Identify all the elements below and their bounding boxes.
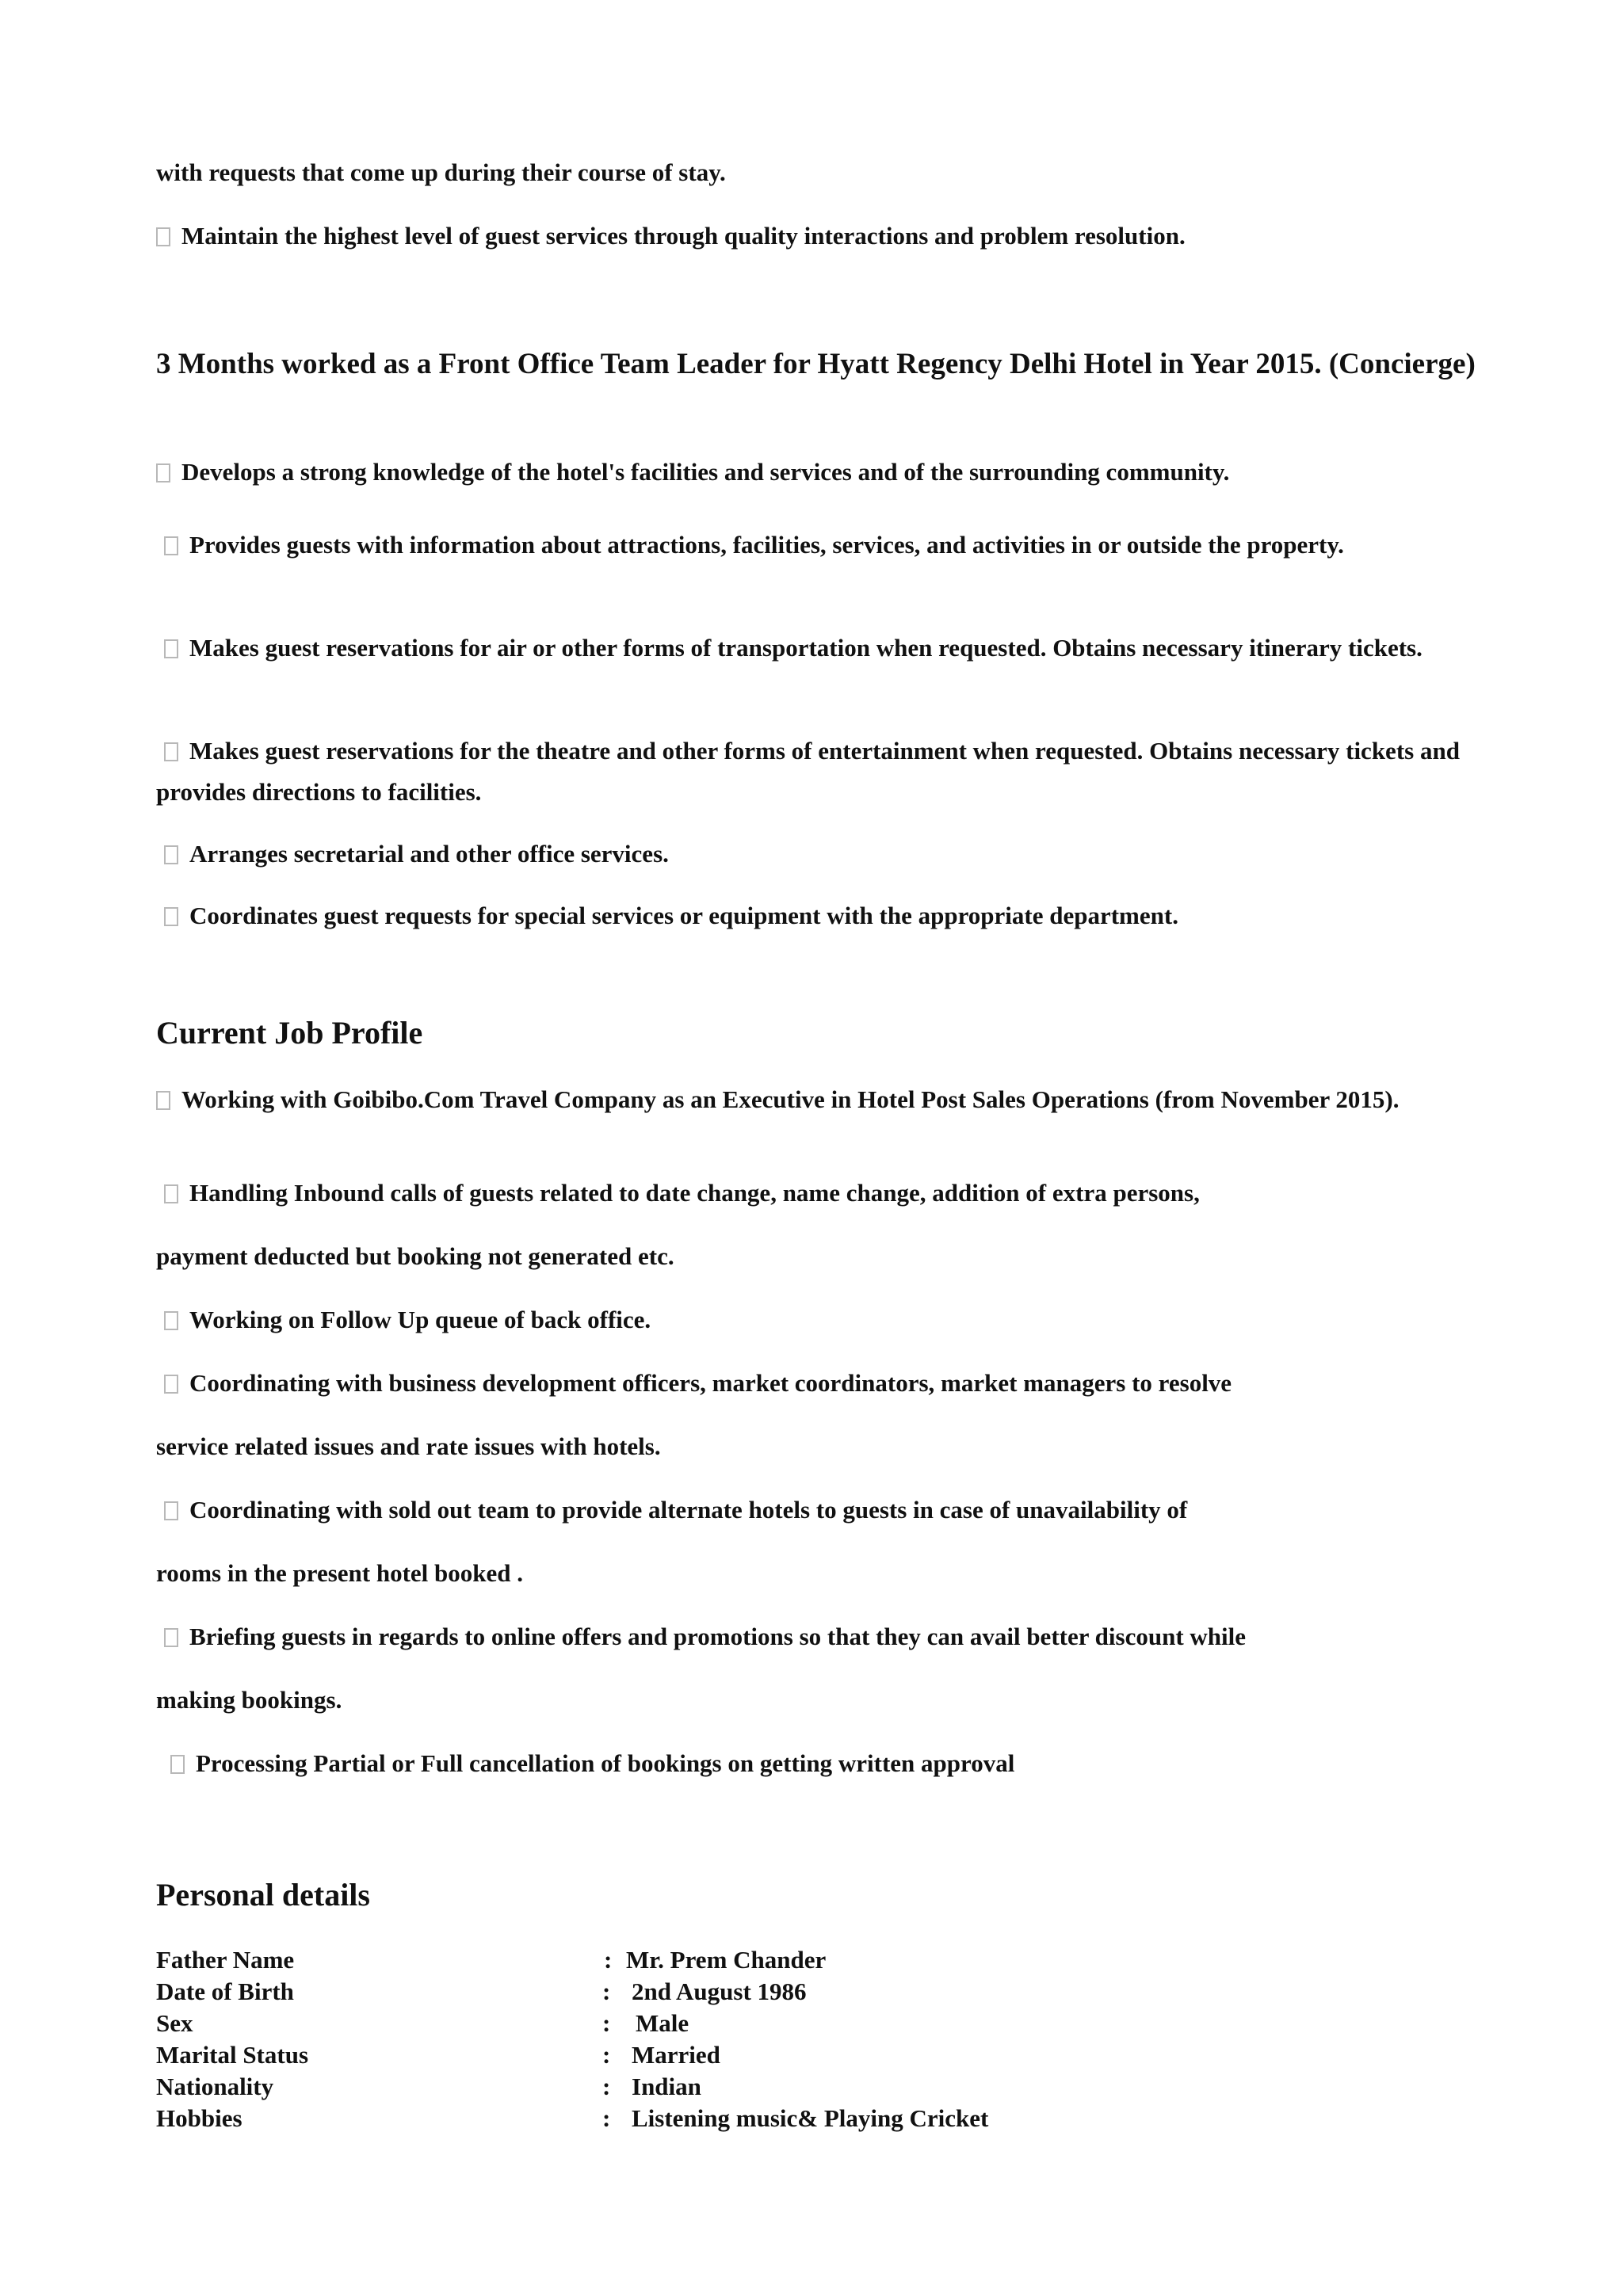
bullet-icon xyxy=(164,639,178,658)
current-job-bullet-6 xyxy=(156,1616,1487,1657)
personal-row-nationality xyxy=(156,2071,1266,2103)
current-job-bullet-4-cont: service related issues and rate issues with hotels. xyxy=(156,1432,661,1460)
bullet-text: Makes guest reservations for air or other forms of transportation when requested. Obtains necessary itinerary tickets. xyxy=(189,634,1423,662)
bullet-icon xyxy=(170,1755,185,1774)
bullet-text: Arranges secretarial and other office services. xyxy=(189,840,669,868)
hyatt-bullet-2 xyxy=(156,524,1487,566)
personal-label: Sex xyxy=(156,2009,193,2037)
personal-label: Marital Status xyxy=(156,2041,309,2069)
current-job-bullet-7 xyxy=(156,1743,1487,1784)
bullet-text: Develops a strong knowledge of the hotel's facilities and services and of the surrounding community. xyxy=(181,458,1230,486)
bullet-text: Handling Inbound calls of guests related to date change, name change, addition of extra persons, xyxy=(189,1179,1200,1207)
bullet-icon xyxy=(164,845,178,864)
bullet-icon xyxy=(164,1311,178,1330)
personal-row-sex xyxy=(156,2008,1266,2039)
personal-colon: : xyxy=(604,1946,613,1974)
bullet-icon xyxy=(156,1091,170,1110)
personal-value: Mr. Prem Chander xyxy=(626,1946,827,1974)
personal-value: Male xyxy=(636,2009,689,2037)
personal-label: Hobbies xyxy=(156,2104,242,2132)
personal-colon: : xyxy=(602,2104,611,2132)
hyatt-bullet-6 xyxy=(156,895,1487,936)
current-job-bullet-5-cont: rooms in the present hotel booked . xyxy=(156,1559,524,1587)
bullet-text: Coordinates guest requests for special services or equipment with the appropriate department. xyxy=(189,902,1178,929)
personal-value: Indian xyxy=(632,2073,701,2100)
personal-row-marital-status xyxy=(156,2039,1266,2071)
bullet-icon xyxy=(164,1628,178,1647)
bullet-text: Maintain the highest level of guest services through quality interactions and problem resolution. xyxy=(181,222,1186,250)
personal-row-father-name xyxy=(156,1944,1266,1976)
personal-value: Married xyxy=(632,2041,720,2069)
bullet-text: Working with Goibibo.Com Travel Company as an Executive in Hotel Post Sales Operations (from November 2015). xyxy=(181,1085,1400,1113)
hyatt-bullet-3 xyxy=(156,627,1487,669)
personal-colon: : xyxy=(602,2041,611,2069)
personal-value: Listening music& Playing Cricket xyxy=(632,2104,989,2132)
bullet-icon xyxy=(164,907,178,926)
bullet-text: Briefing guests in regards to online offers and promotions so that they can avail better discount while xyxy=(189,1623,1247,1650)
hyatt-bullet-4 xyxy=(156,730,1487,813)
bullet-text: Provides guests with information about attractions, facilities, services, and activities in or outside the property. xyxy=(189,531,1344,559)
hyatt-experience-title: 3 Months worked as a Front Office Team Leader for Hyatt Regency Delhi Hotel in Year 2015. (Concierge) xyxy=(156,348,1476,380)
personal-label: Date of Birth xyxy=(156,1978,294,2005)
personal-label: Father Name xyxy=(156,1946,295,1974)
current-job-heading: Current Job Profile xyxy=(156,1015,423,1051)
continuation-text: with requests that come up during their course of stay. xyxy=(156,158,726,186)
personal-label: Nationality xyxy=(156,2073,274,2100)
hyatt-bullet-1 xyxy=(156,452,1487,493)
bullet-icon xyxy=(164,1184,178,1203)
bullet-text: Processing Partial or Full cancellation of bookings on getting written approval xyxy=(196,1749,1015,1777)
continuation-bullet xyxy=(156,215,1487,257)
personal-value: 2nd August 1986 xyxy=(632,1978,807,2005)
bullet-icon xyxy=(156,463,170,482)
current-job-bullet-6-cont: making bookings. xyxy=(156,1686,342,1714)
current-job-bullet-2 xyxy=(156,1173,1487,1214)
current-job-bullet-3 xyxy=(156,1299,1487,1341)
personal-colon: : xyxy=(602,2009,611,2037)
bullet-icon xyxy=(164,536,178,555)
current-job-bullet-2-cont: payment deducted but booking not generated etc. xyxy=(156,1242,674,1270)
bullet-text: Coordinating with sold out team to provide alternate hotels to guests in case of unavailability of xyxy=(189,1496,1188,1524)
personal-colon: : xyxy=(602,1978,611,2005)
hyatt-bullet-5 xyxy=(156,833,1487,875)
bullet-text: Makes guest reservations for the theatre and other forms of entertainment when requested. Obtains necessary tickets and provides directions to facilities. xyxy=(156,737,1460,806)
current-job-bullet-5 xyxy=(156,1489,1487,1531)
bullet-icon xyxy=(164,1375,178,1394)
bullet-text: Working on Follow Up queue of back office. xyxy=(189,1306,651,1333)
bullet-text: Coordinating with business development officers, market coordinators, market managers to resolve xyxy=(189,1369,1232,1397)
current-job-bullet-4 xyxy=(156,1363,1487,1404)
personal-row-date-of-birth xyxy=(156,1976,1266,2008)
personal-details-heading: Personal details xyxy=(156,1877,370,1913)
bullet-icon xyxy=(164,1501,178,1520)
bullet-icon xyxy=(164,742,178,761)
personal-row-hobbies xyxy=(156,2103,1266,2134)
personal-colon: : xyxy=(602,2073,611,2100)
current-job-bullet-1 xyxy=(156,1079,1487,1120)
bullet-icon xyxy=(156,227,170,246)
